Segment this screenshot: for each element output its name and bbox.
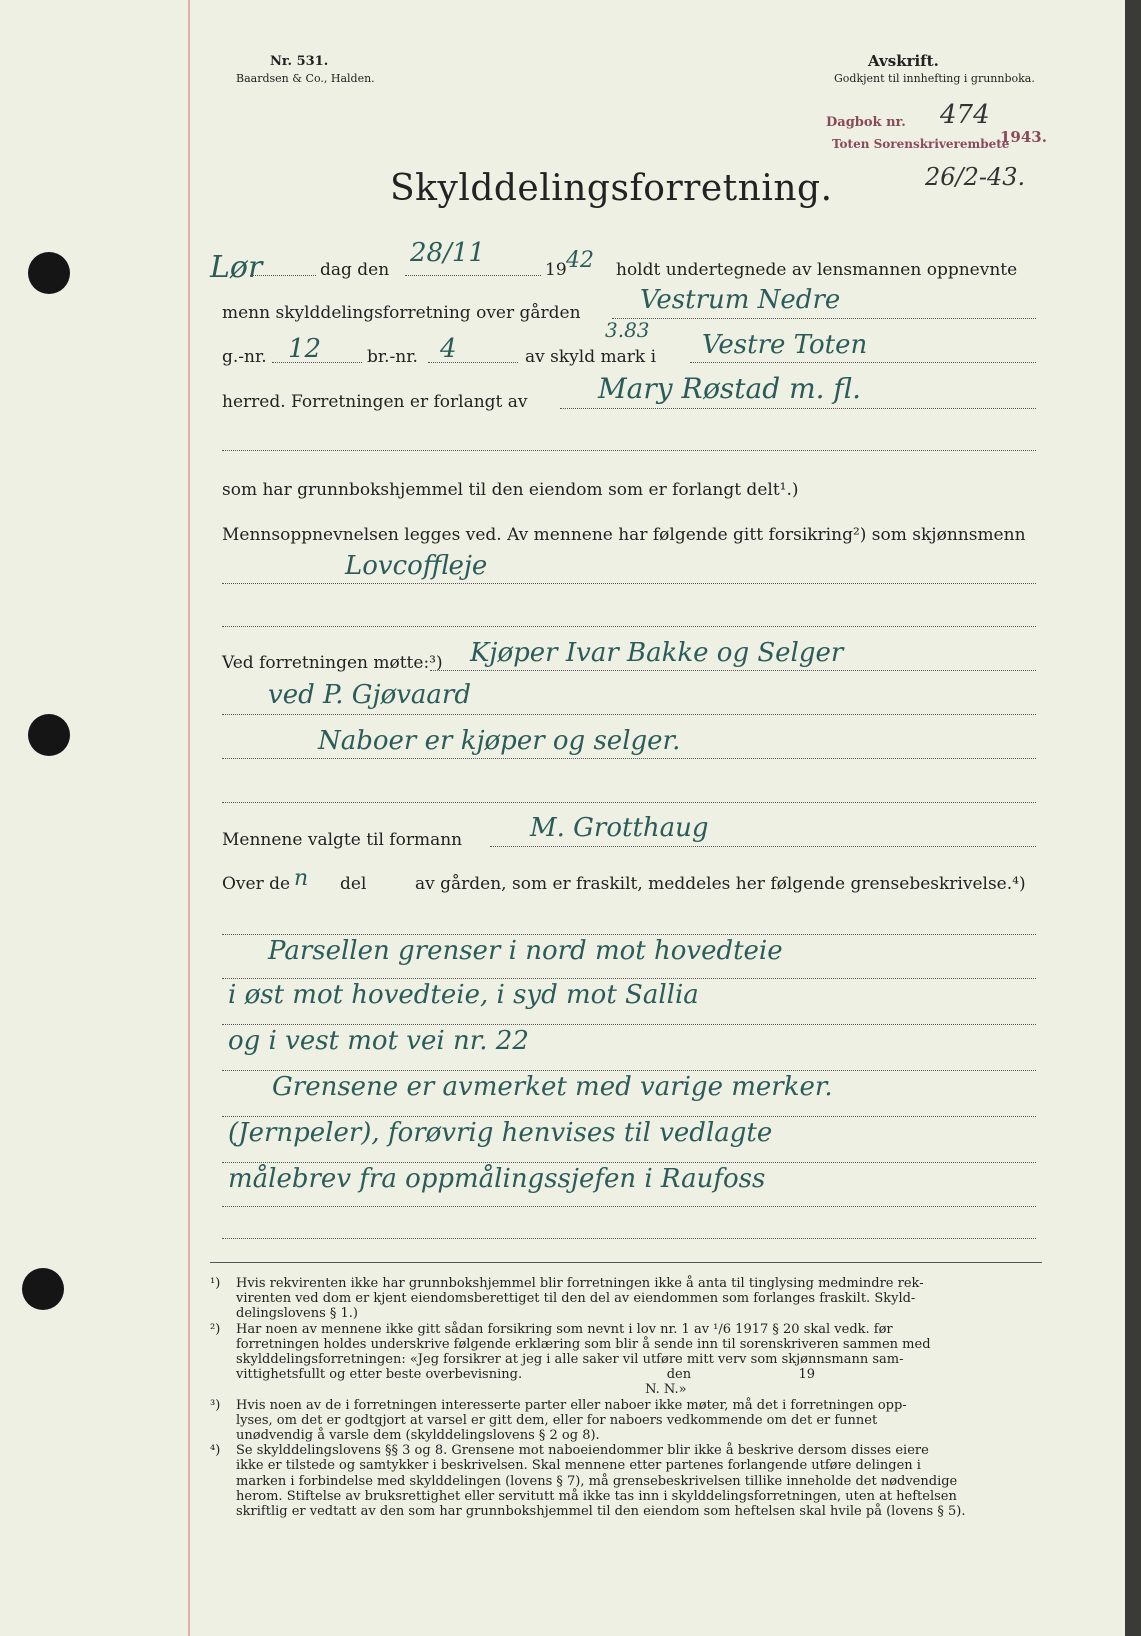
footnote — [210, 1322, 1042, 1398]
margin-rule — [188, 0, 190, 1636]
year-handwritten: 42 — [566, 248, 594, 273]
footnote-mark: ⁴) — [210, 1443, 221, 1459]
over-label: Over de — [222, 874, 291, 894]
description-line: (Jernpeler), forøvrig henvises til vedlagte — [228, 1118, 773, 1148]
gnr-label: g.-nr. — [222, 347, 267, 367]
formann-handwritten: M. Grotthaug — [530, 813, 709, 843]
fill-line — [405, 275, 541, 276]
footnote-line: herom. Stiftelse av bruksrettighet eller servitutt må ikke tas inn i skylddelingsforretningen, uten at heftelsen — [236, 1488, 957, 1504]
fill-line — [222, 450, 1036, 451]
stamp-date: 26/2-43. — [925, 163, 1026, 191]
fill-line — [428, 362, 518, 363]
fill-line — [222, 714, 1036, 715]
footnote-line: virenten ved dom er kjent eiendomsberettiget til den del av eiendommen som forlanges fraskilt. Skyld- — [236, 1291, 916, 1307]
page-edge — [1125, 0, 1141, 1636]
footnote-line: Hvis rekvirenten ikke har grunnbokshjemmel blir forretningen ikke å anta til tinglysing medmindre rek- — [236, 1276, 924, 1291]
fill-line — [222, 1162, 1036, 1163]
bnr-label: br.-nr. — [367, 347, 418, 367]
description-line: i øst mot hovedteie, i syd mot Sallia — [228, 980, 699, 1010]
footnote-line: Har noen av mennene ikke gitt sådan forsikring som nevnt i lov nr. 1 av ¹/6 1917 § 20 skal vedk. før — [236, 1321, 893, 1337]
footnote-line: skylddelingsforretningen: «Jeg forsikrer at jeg i alle saker vil utføre mitt verv som skjønnsmann sam- — [236, 1352, 904, 1368]
fill-line — [490, 846, 1036, 847]
over-handwritten: n — [294, 866, 309, 891]
footnote-line: marken i forbindelse med skylddelingen (lovens § 7), må grensebeskrivelsen tillike inneholde det nødvendige — [236, 1473, 958, 1489]
skyld-handwritten: 3.83 — [605, 318, 650, 342]
fill-line — [250, 275, 316, 276]
fill-line — [222, 583, 1036, 584]
fill-line — [430, 670, 1036, 671]
footnote — [210, 1398, 1042, 1444]
grense-label: av gården, som er fraskilt, meddeles her følgende grensebeskrivelse.⁴) — [415, 874, 1026, 894]
footnote-line: delingslovens § 1.) — [236, 1306, 359, 1322]
footnote-line: skriftlig er vedtatt av den som har grunnbokshjemmel til den eiendom som heftelsen skal hvile på (lovens § 5). — [236, 1504, 966, 1520]
forsikring-handwritten: Lovcoffleje — [345, 551, 488, 581]
footnote-line: forretningen holdes underskrive følgende erklæring som blir å sende inn til sorenskriveren sammen med — [236, 1336, 931, 1352]
description-line: Parsellen grenser i nord mot hovedteie — [268, 936, 783, 966]
weekday-handwritten: Lør — [210, 250, 263, 285]
copy-label: Avskrift. — [868, 52, 939, 70]
description-line: Grensene er avmerket med varige merker. — [272, 1072, 833, 1102]
journal-number: 474 — [940, 100, 990, 130]
page-title: Skylddelingsforretning. — [390, 168, 833, 209]
herred-handwritten: Vestre Toten — [702, 330, 868, 360]
bnr-handwritten: 4 — [440, 334, 457, 364]
formann-label: Mennene valgte til formann — [222, 830, 463, 850]
farm-label: menn skylddelingsforretning over gården — [222, 303, 581, 323]
fill-line — [222, 978, 1036, 979]
oppnevnelse-text: Mennsoppnevnelsen legges ved. Av mennene har følgende gitt forsikring²) som skjønnsmenn — [222, 525, 1026, 545]
description-line: målebrev fra oppmålingssjefen i Raufoss — [228, 1164, 766, 1194]
year-prefix: 19 — [545, 260, 567, 280]
gnr-handwritten: 12 — [288, 334, 322, 364]
grunnbok-text: som har grunnbokshjemmel til den eiendom som er forlangt delt¹.) — [222, 480, 799, 500]
herred-label: herred. Forretningen er forlangt av — [222, 392, 528, 412]
fill-line — [222, 758, 1036, 759]
punch-hole-icon — [22, 1268, 64, 1310]
date-handwritten: 28/11 — [410, 238, 485, 268]
fill-line — [612, 318, 1036, 319]
footnote-line: unødvendig å varsle dem (skylddelingslovens § 2 og 8). — [236, 1428, 600, 1444]
requester-handwritten: Mary Røstad m. fl. — [598, 372, 861, 405]
footnote — [210, 1443, 1042, 1519]
farm-name-handwritten: Vestrum Nedre — [640, 285, 841, 315]
fill-line — [222, 1238, 1036, 1239]
intro-text: holdt undertegnede av lensmannen oppnevnte — [616, 260, 1018, 280]
punch-hole-icon — [28, 252, 70, 294]
footnote-line: Hvis noen av de i forretningen interesserte parter eller naboer ikke møter, må det i forretningen opp- — [236, 1397, 907, 1413]
court-stamp: Toten Sorenskriverembete — [832, 137, 1010, 151]
del-label: del — [340, 874, 367, 894]
form-number: Nr. 531. — [270, 54, 329, 69]
footnote-line: N. N.» — [236, 1382, 687, 1398]
mote-line1-handwritten: Kjøper Ivar Bakke og Selger — [470, 638, 844, 668]
footnote-mark: ²) — [210, 1321, 221, 1337]
description-line: og i vest mot vei nr. 22 — [228, 1026, 529, 1056]
mote-line3-handwritten: Naboer er kjøper og selger. — [318, 726, 681, 756]
fill-line — [222, 626, 1036, 627]
dag-den-label: dag den — [320, 260, 390, 280]
footnote-line: Se skylddelingslovens §§ 3 og 8. Grensene mot naboeiendommer blir ikke å beskrive dersom disses eiere — [236, 1443, 929, 1459]
fill-line — [222, 1070, 1036, 1071]
footnote-line: vittighetsfullt og etter beste overbevisning. den 19 — [236, 1367, 816, 1383]
fill-line — [222, 1206, 1036, 1207]
fill-line — [272, 362, 362, 363]
fill-line — [690, 362, 1036, 363]
skyld-label: av skyld mark i — [525, 347, 657, 367]
mote-label: Ved forretningen møtte:³) — [222, 653, 443, 673]
mote-line2-handwritten: ved P. Gjøvaard — [268, 680, 471, 710]
footnote — [210, 1276, 1042, 1322]
footnotes — [210, 1276, 1042, 1519]
footnote-mark: ³) — [210, 1397, 221, 1413]
journal-stamp-label: Dagbok nr. — [826, 115, 906, 130]
fill-line — [222, 802, 1036, 803]
fill-line — [222, 934, 1036, 935]
footnote-line: lyses, om det er godtgjort at varsel er gitt dem, eller for naboers vedkommende om det er funnet — [236, 1412, 878, 1428]
fill-line — [560, 408, 1036, 409]
printer-name: Baardsen & Co., Halden. — [236, 72, 375, 85]
fill-line — [222, 1024, 1036, 1025]
footnote-separator — [210, 1262, 1042, 1263]
footnote-mark: ¹) — [210, 1276, 221, 1291]
copy-note: Godkjent til innhefting i grunnboka. — [834, 72, 1035, 85]
journal-year: 1943. — [1000, 128, 1047, 146]
footnote-line: ikke er tilstede og samtykker i beskrivelsen. Skal mennene etter partenes forlangende utføre delingen i — [236, 1458, 921, 1474]
fill-line — [222, 1116, 1036, 1117]
punch-hole-icon — [28, 714, 70, 756]
